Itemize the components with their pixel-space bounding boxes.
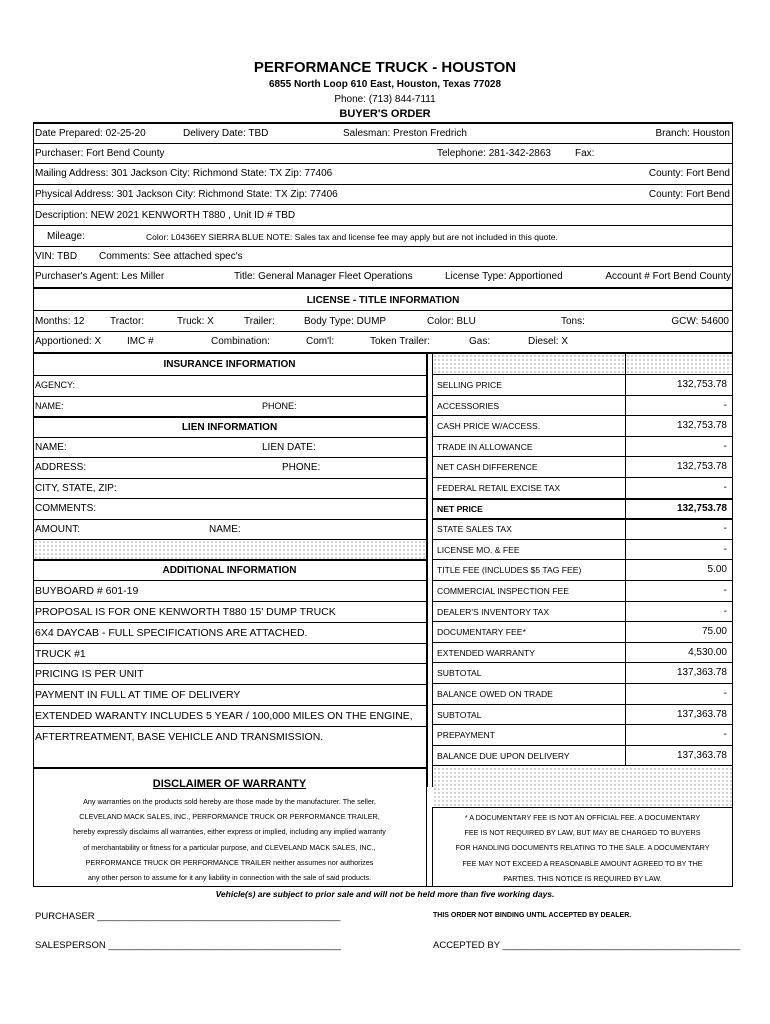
lien-comments: COMMENTS: [35, 503, 97, 514]
license-gcw: GCW: 54600 [671, 316, 729, 327]
pricing-value: - [723, 585, 727, 596]
shaded-spacer [34, 540, 426, 559]
company-address: 6855 North Loop 610 East, Houston, Texas 77028 [268, 79, 502, 90]
additional-line: AFTERTREATMENT, BASE VEHICLE AND TRANSMISSION. [35, 730, 324, 743]
pricing-value: - [723, 543, 727, 555]
disclaimer-line: Any warranties on the products sold hereby are those made by the manufacturer. The seller, [83, 797, 376, 806]
doc-fee-notice-line: * A DOCUMENTARY FEE IS NOT AN OFFICIAL FEE. A DOCUMENTARY [464, 813, 701, 822]
additional-line: EXTENDED WARANTY INCLUDES 5 YEAR / 100,000 MILES ON THE ENGINE, [35, 710, 413, 723]
pricing-value: 5.00 [707, 564, 727, 576]
salesman: Salesman: Preston Fredrich [343, 128, 467, 139]
doc-fee-notice-line: PARTIES. THIS NOTICE IS REQUIRED BY LAW. [503, 873, 662, 883]
doc-fee-notice-line: FOR HANDLING DOCUMENTS RELATING TO THE SALE. A DOCUMENTARY [455, 843, 710, 853]
pricing-value: - [723, 523, 727, 535]
company-name: PERFORMANCE TRUCK - HOUSTON [253, 59, 517, 76]
insurance-heading: INSURANCE INFORMATION [163, 359, 296, 370]
delivery-date: Delivery Date: TBD [183, 128, 269, 139]
license-combination: Combination: [211, 336, 270, 347]
pricing-label: DOCUMENTARY FEE* [437, 627, 526, 638]
license-heading: LICENSE - TITLE INFORMATION [306, 295, 460, 306]
disclaimer-line: CLEVELAND MACK SALES, INC., PERFORMANCE TRUCK OR PERFORMANCE TRAILER, [79, 812, 380, 822]
additional-line: PRICING IS PER UNIT [35, 668, 144, 681]
pricing-label: BALANCE DUE UPON DELIVERY [437, 750, 570, 761]
lien-amount: AMOUNT: [35, 524, 80, 535]
comments: Comments: See attached spec's [99, 251, 243, 262]
license-gas: Gas: [469, 336, 491, 347]
pricing-value: 132,753.78 [676, 379, 727, 390]
additional-line: PROPOSAL IS FOR ONE KENWORTH T880 15' DUMP TRUCK [35, 605, 336, 618]
pricing-header-shade-right [626, 354, 732, 374]
binding-notice: THIS ORDER NOT BINDING UNTIL ACCEPTED BY DEALER. [433, 912, 632, 919]
vin: VIN: TBD [35, 251, 78, 262]
form-title: BUYER'S ORDER [339, 108, 431, 120]
lien-amount-name: NAME: [209, 524, 241, 535]
pricing-label: TITLE FEE (INCLUDES $5 TAG FEE) [437, 565, 582, 576]
agent-title: Title: General Manager Fleet Operations [234, 271, 413, 282]
pricing-label: DEALER'S INVENTORY TAX [437, 606, 550, 617]
purchasers-agent: Purchaser's Agent: Les Miller [35, 271, 165, 282]
pricing-value: - [723, 482, 727, 493]
color-note: Color: L0436EY SIERRA BLUE NOTE: Sales tax and license fee may apply but are not included in this quote. [146, 232, 558, 242]
pricing-value: - [723, 729, 727, 741]
pricing-value: - [723, 440, 727, 452]
insurance-agency: AGENCY: [35, 380, 76, 390]
lien-date: LIEN DATE: [262, 442, 316, 453]
additional-heading: ADDITIONAL INFORMATION [162, 565, 297, 576]
account-number: Account # Fort Bend County [605, 271, 731, 282]
pricing-label: EXTENDED WARRANTY [437, 647, 536, 658]
pricing-value: 132,753.78 [676, 502, 727, 514]
prior-sale-notice: Vehicle(s) are subject to prior sale and will not be held more than five working days. [215, 889, 555, 899]
pricing-label: SELLING PRICE [437, 380, 502, 390]
license-apportioned: Apportioned: X [35, 336, 102, 347]
insurance-phone: PHONE: [262, 401, 297, 411]
pricing-value: 4,530.00 [688, 646, 727, 658]
lien-heading: LIEN INFORMATION [181, 422, 278, 433]
disclaimer-line: of merchantability or fitness for a particular purpose, and CLEVELAND MACK SALES, INC., [83, 842, 376, 852]
license-truck: Truck: X [177, 316, 214, 327]
disclaimer-heading: DISCLAIMER OF WARRANTY [152, 778, 307, 790]
license-imc: IMC # [127, 336, 154, 347]
fax: Fax: [575, 148, 595, 159]
accepted-by-signature[interactable]: ACCEPTED BY _____________________________________________ [433, 940, 741, 951]
pricing-label: TRADE IN ALLOWANCE [437, 441, 533, 452]
disclaimer-line: PERFORMANCE TRUCK OR PERFORMANCE TRAILER neither assumes nor authorizes [85, 857, 374, 867]
branch: Branch: Houston [655, 128, 730, 139]
pricing-value: 132,753.78 [676, 461, 727, 473]
pricing-value: 137,363.78 [676, 708, 727, 720]
pricing-value: 132,753.78 [676, 420, 727, 432]
license-body-type: Body Type: DUMP [304, 316, 387, 327]
pricing-label: COMMERCIAL INSPECTION FEE [437, 586, 569, 596]
lien-city-state-zip: CITY, STATE, ZIP: [35, 483, 117, 494]
mailing-address: Mailing Address: 301 Jackson City: Richmond State: TX Zip: 77406 [35, 168, 333, 179]
pricing-label: NET CASH DIFFERENCE [437, 462, 538, 473]
doc-fee-notice-line: FEE MAY NOT EXCEED A REASONABLE AMOUNT AGREED TO BY THE [462, 858, 703, 868]
salesperson-signature[interactable]: SALESPERSON ____________________________________________ [35, 940, 341, 951]
additional-line: TRUCK #1 [35, 647, 86, 660]
additional-line: PAYMENT IN FULL AT TIME OF DELIVERY [35, 689, 241, 702]
pricing-label: SUBTOTAL [437, 709, 482, 720]
company-phone: Phone: (713) 844-7111 [334, 94, 436, 105]
pricing-value: - [723, 688, 727, 699]
purchaser-signature[interactable]: PURCHASER ______________________________________________ [35, 911, 341, 922]
license-diesel: Diesel: X [528, 336, 569, 347]
pricing-value: - [723, 605, 727, 617]
license-token-trailer: Token Trailer: [370, 336, 431, 347]
pricing-label: CASH PRICE W/ACCESS. [437, 421, 541, 432]
purchaser: Purchaser: Fort Bend County [35, 148, 165, 159]
physical-county: County: Fort Bend [648, 189, 730, 200]
insurance-name: NAME: [35, 401, 64, 411]
description: Description: NEW 2021 KENWORTH T880 , Unit ID # TBD [35, 210, 296, 221]
lien-phone: PHONE: [282, 462, 321, 473]
pricing-value: 137,363.78 [676, 667, 727, 679]
additional-line: BUYBOARD # 601-19 [35, 585, 139, 597]
license-trailer: Trailer: [244, 316, 275, 327]
disclaimer-line: hereby expressly disclaims all warranties, either express or implied, including any implied warranty [73, 827, 386, 837]
mailing-county: County: Fort Bend [648, 168, 730, 179]
license-tons: Tons: [561, 316, 585, 327]
license-color: Color: BLU [427, 316, 476, 327]
date-prepared: Date Prepared: 02-25-20 [35, 128, 146, 139]
lien-name: NAME: [35, 442, 67, 453]
pricing-footer-shade [433, 767, 732, 807]
license-type: License Type: Apportioned [445, 271, 563, 282]
pricing-value: 137,363.78 [676, 749, 727, 761]
license-tractor: Tractor: [110, 316, 145, 327]
pricing-label: LICENSE MO. & FEE [437, 544, 520, 555]
pricing-label: FEDERAL RETAIL EXCISE TAX [437, 483, 561, 493]
doc-fee-notice-line: FEE IS NOT REQUIRED BY LAW, BUT MAY BE CHARGED TO BUYERS [464, 828, 701, 838]
pricing-label: BALANCE OWED ON TRADE [437, 689, 553, 699]
pricing-label: STATE SALES TAX [437, 524, 512, 535]
pricing-label: PREPAYMENT [437, 730, 495, 741]
pricing-label: SUBTOTAL [437, 668, 482, 679]
pricing-label: ACCESSORIES [437, 400, 500, 411]
mileage: Mileage: [47, 231, 85, 242]
license-coml: Com'l: [306, 336, 335, 347]
lien-address: ADDRESS: [35, 462, 87, 473]
pricing-value: 75.00 [701, 626, 727, 638]
license-months: Months: 12 [35, 316, 85, 327]
pricing-value: - [723, 399, 727, 411]
disclaimer-line: any other person to assume for it any liability in connection with the sale of said products. [87, 873, 372, 882]
physical-address: Physical Address: 301 Jackson City: Richmond State: TX Zip: 77406 [35, 189, 338, 200]
additional-line: 6X4 DAYCAB - FULL SPECIFICATIONS ARE ATTACHED. [35, 626, 308, 639]
telephone: Telephone: 281-342-2863 [437, 148, 551, 159]
pricing-header-shade [433, 354, 625, 374]
pricing-label: NET PRICE [437, 503, 483, 514]
